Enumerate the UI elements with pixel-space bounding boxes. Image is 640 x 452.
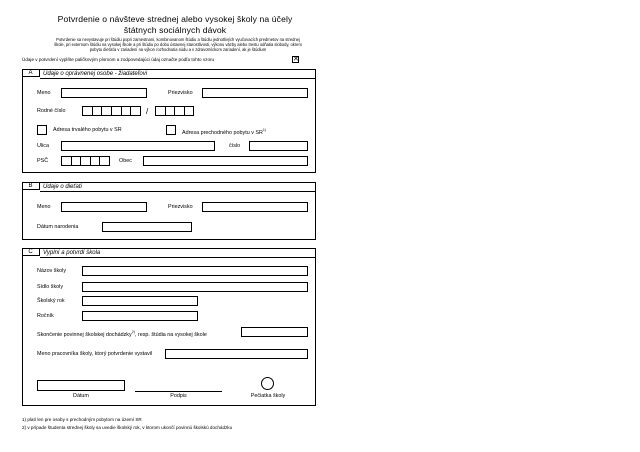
section-b-heading: Údaje o dieťati [43,184,82,190]
intro-line1: Potvrdenie sa nevystavuje pri štúdiu popri zamestnaní, kombinovanom štúdiu a štúdiu jednotlivých vyučovacích predmetov na strednej [56,37,300,42]
c-end-footnote: 2) [131,330,135,334]
c-school-seat-field[interactable] [82,282,308,292]
intro-line3: pobytu dieťaťa v zariadení na výkon rozhodnutia súdu a v zdravotníckom zariadení, ak je štúdium [89,47,267,52]
c-date-label: Dátum [73,393,89,399]
form-title-line1: Potvrdenie o návšteve strednej alebo vysokej školy na účely [57,14,293,24]
b-first-name-label: Meno [37,204,51,210]
c-signature-line[interactable] [135,391,222,392]
a-birth-number-field[interactable] [82,106,141,116]
c-end-label [37,329,207,339]
c-stamp-circle [261,377,274,390]
a-birth-number-label: Rodné číslo [37,108,66,114]
footnote-2: 2) v prípade študenta strednej školy sa uvedie školský rok, v ktorom ukončí povinnú školskú dochádzku [22,425,233,430]
c-end-label-text: Skončenie povinnej školskej dochádzky [37,331,132,338]
a-municipality-label: Obec [119,158,132,164]
c-employee-label: Meno pracovníka školy, ktorý potvrdenie vystavil [37,351,153,357]
a-postcode-label: PSČ [37,158,49,164]
footnote-1: 1) platí len pre osoby s prechodným pobytom na území SR [22,417,142,422]
intro-line2: škole, pri externom štúdiu na vysokej škole a pri štúdiu po dobu ústavnej starostlivosti, výkonu väzby alebo trestu odňatia slobody, okrem [54,42,302,47]
c-grade-label: Ročník [37,313,54,319]
a-permanent-address-checkbox[interactable] [37,125,47,135]
c-end-label-rest: , resp. štúdia na vysokej škole [134,331,207,338]
c-stamp-label: Pečiatka školy [250,393,286,399]
section-a-heading: Údaje o oprávnenej osobe - žiadateľovi [43,71,148,77]
a-first-name-label: Meno [37,90,51,96]
a-surname-label: Priezvisko [168,90,193,96]
b-surname-field[interactable] [202,202,308,212]
c-end-field[interactable] [241,327,308,337]
a-birth-number-suffix-field[interactable] [155,106,194,116]
a-municipality-field[interactable] [143,156,308,166]
c-employee-field[interactable] [165,349,308,359]
section-a-heading-rule [40,78,316,79]
c-school-year-label: Školský rok [37,298,65,304]
a-street-label: Ulica [37,143,49,149]
a-temporary-address-label [182,127,266,137]
section-a-letter: A [22,69,40,77]
b-first-name-field[interactable] [61,202,147,212]
a-surname-field[interactable] [202,88,308,98]
a-permanent-address-label: Adresa trvalého pobytu v SR [53,127,122,133]
a-temporary-address-text: Adresa prechodného pobytu v SR [182,129,263,136]
section-b-letter: B [22,182,40,190]
section-c-heading: Vyplní a potvrdí škola [43,250,101,256]
section-c-heading-rule [40,257,316,258]
a-birth-number-separator: / [146,107,149,116]
section-b-heading-rule [40,191,316,192]
c-signature-label: Podpis [170,393,187,399]
a-first-name-field[interactable] [61,88,147,98]
section-c-letter: C [22,248,40,256]
a-number-label: číslo [229,143,241,149]
a-temporary-address-footnote: 1) [262,128,267,132]
c-school-name-field[interactable] [82,266,308,276]
a-number-field[interactable] [249,141,308,151]
b-surname-label: Priezvisko [168,204,193,210]
c-grade-field[interactable] [82,311,198,321]
b-birth-date-field[interactable] [102,222,192,232]
c-school-year-field[interactable] [82,296,198,306]
c-school-seat-label: Sídlo školy [37,284,64,290]
fill-instructions: Údaje v potvrdení vyplňte paličkovým písmom a zodpovedajúci údaj označte podľa tohto vzoru [22,57,215,62]
a-postcode-field[interactable] [61,156,110,166]
c-date-field[interactable] [37,380,125,391]
sample-mark-box: ✕ [293,56,299,63]
form-title-line2: štátnych sociálnych dávok [123,25,227,35]
c-school-name-label: Názov školy [37,268,67,274]
b-birth-date-label: Dátum narodenia [37,224,79,230]
a-temporary-address-checkbox[interactable] [166,125,176,135]
a-street-field[interactable] [61,141,215,151]
